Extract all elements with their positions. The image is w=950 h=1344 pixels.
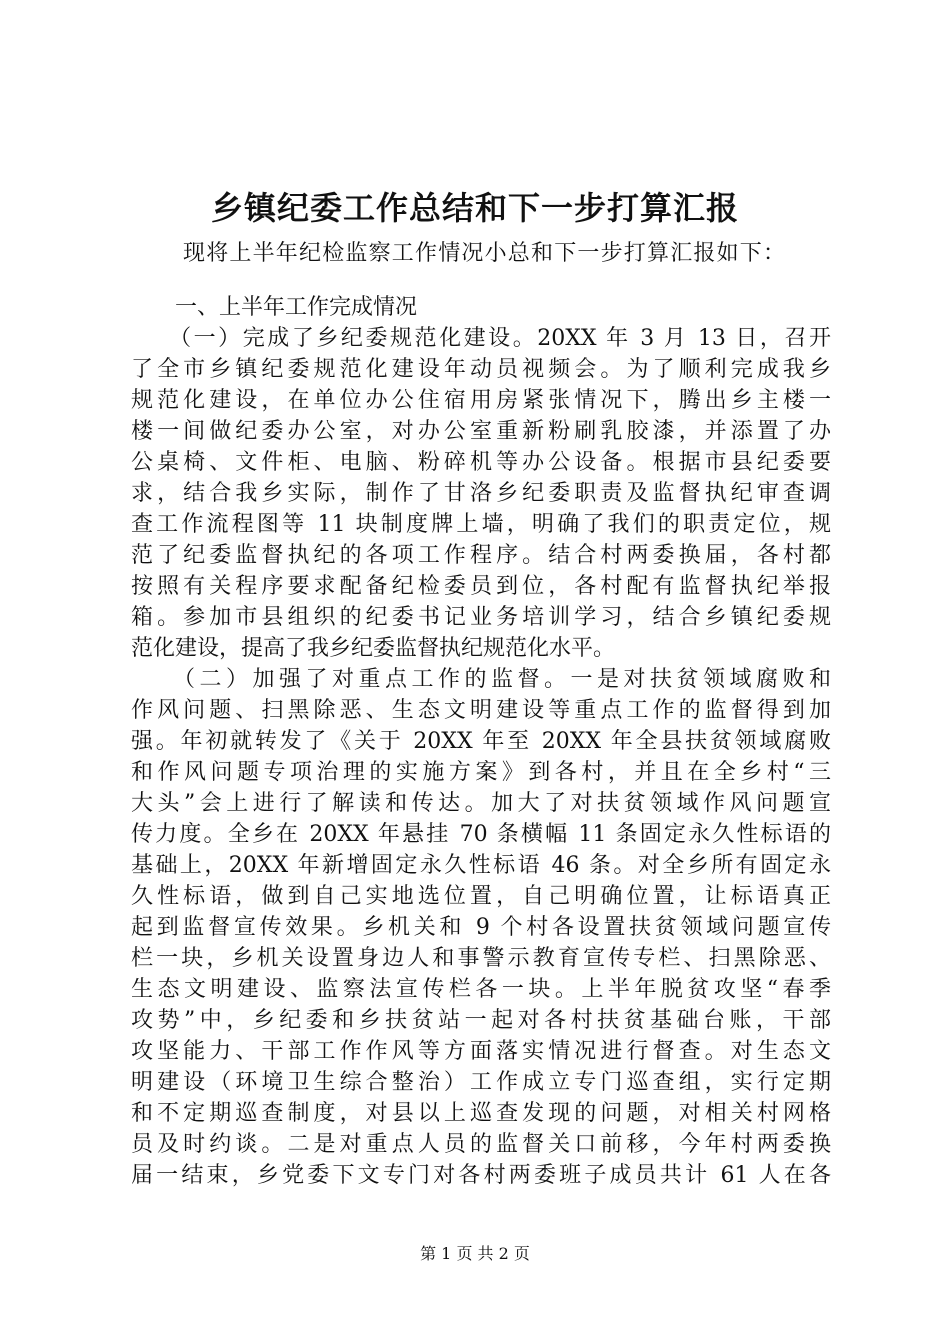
text-line: 作风问题、扫黑除恶、生态文明建设等重点工作的监督得到加 xyxy=(131,698,831,723)
text-line: 强。年初就转发了《关于 20XX 年至 20XX 年全县扶贫领域腐败 xyxy=(131,729,831,754)
text-line: 求，结合我乡实际，制作了甘洛乡纪委职责及监督执纪审查调 xyxy=(131,481,831,506)
text-line: 明建设（环境卫生综合整治）工作成立专门巡查组，实行定期 xyxy=(131,1070,831,1095)
text-line: 员及时约谈。二是对重点人员的监督关口前移，今年村两委换 xyxy=(131,1132,831,1157)
text-line: 大头”会上进行了解读和传达。加大了对扶贫领域作风问题宣 xyxy=(131,791,831,816)
page-footer: 第 1 页 共 2 页 xyxy=(420,1244,530,1263)
text-line: 攻坚能力、干部工作作风等方面落实情况进行督查。对生态文 xyxy=(131,1039,831,1064)
text-line: 生态文明建设、监察法宣传栏各一块。上半年脱贫攻坚“春季 xyxy=(131,977,831,1002)
text-line: 一、上半年工作完成情况 xyxy=(131,295,418,320)
text-line: 范化建设，提高了我乡纪委监督执纪规范化水平。 xyxy=(131,636,616,661)
text-line: 起到监督宣传效果。乡机关和 9 个村各设置扶贫领域问题宣传 xyxy=(131,915,831,940)
text-line: 届一结束，乡党委下文专门对各村两委班子成员共计 61 人在各 xyxy=(131,1163,831,1188)
text-line: 规范化建设，在单位办公住宿用房紧张情况下，腾出乡主楼一 xyxy=(131,388,831,413)
body-text xyxy=(131,292,831,1191)
text-line: 箱。参加市县组织的纪委书记业务培训学习，结合乡镇纪委规 xyxy=(131,605,831,630)
text-line: 久性标语，做到自己实地选位置，自己明确位置，让标语真正 xyxy=(131,884,831,909)
text-line: 楼一间做纪委办公室，对办公室重新粉刷乳胶漆，并添置了办 xyxy=(131,419,831,444)
intro-paragraph: 现将上半年纪检监察工作情况小总和下一步打算汇报如下： xyxy=(183,241,787,266)
text-line: 和作风问题专项治理的实施方案》到各村，并且在全乡村“三 xyxy=(131,760,831,785)
text-line: 基础上，20XX 年新增固定永久性标语 46 条。对全乡所有固定永 xyxy=(131,853,831,878)
text-line: 传力度。全乡在 20XX 年悬挂 70 条横幅 11 条固定永久性标语的 xyxy=(131,822,831,847)
text-line: 范了纪委监督执纪的各项工作程序。结合村两委换届，各村都 xyxy=(131,543,831,568)
document-title: 乡镇纪委工作总结和下一步打算汇报 xyxy=(210,189,739,227)
text-line: 和不定期巡查制度，对县以上巡查发现的问题，对相关村网格 xyxy=(131,1101,831,1126)
text-line: 攻势”中，乡纪委和乡扶贫站一起对各村扶贫基础台账，干部 xyxy=(131,1008,831,1033)
text-line: （二）加强了对重点工作的监督。一是对扶贫领域腐败和 xyxy=(131,667,831,692)
text-line: 查工作流程图等 11 块制度牌上墙，明确了我们的职责定位，规 xyxy=(131,512,831,537)
text-line: 公桌椅、文件柜、电脑、粉碎机等办公设备。根据市县纪委要 xyxy=(131,450,831,475)
text-line: 栏一块，乡机关设置身边人和事警示教育宣传专栏、扫黑除恶、 xyxy=(131,946,831,971)
text-line: 按照有关程序要求配备纪检委员到位，各村配有监督执纪举报 xyxy=(131,574,831,599)
text-line: 了全市乡镇纪委规范化建设年动员视频会。为了顺利完成我乡 xyxy=(131,357,831,382)
text-line: （一）完成了乡纪委规范化建设。20XX 年 3 月 13 日，召开 xyxy=(131,326,831,351)
